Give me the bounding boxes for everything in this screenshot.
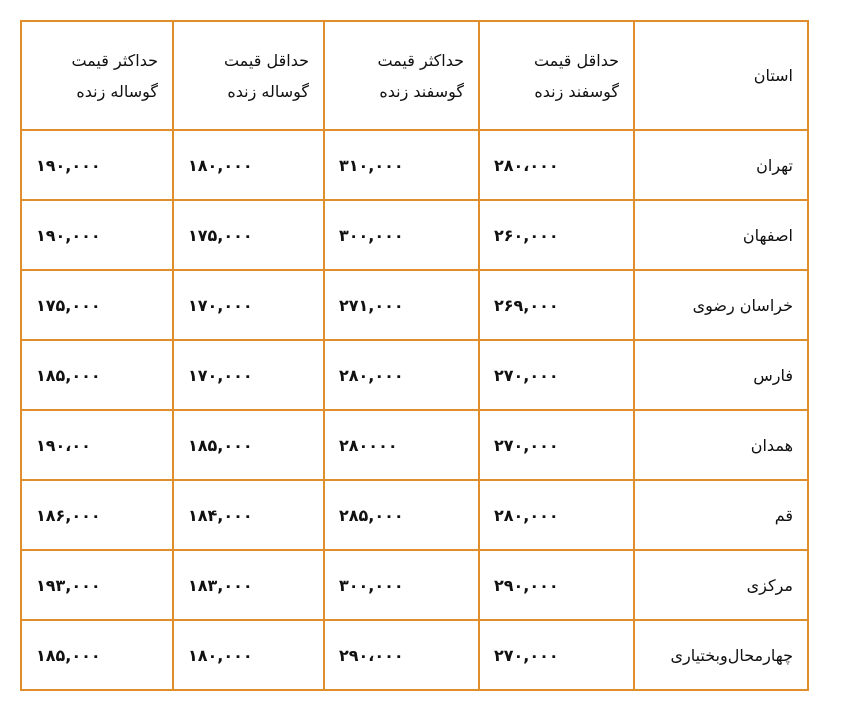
- max-sheep-cell: ۲۸۰۰۰۰: [324, 410, 479, 480]
- header-province: استان: [634, 21, 808, 130]
- min-calf-cell: ۱۷۰,۰۰۰: [173, 270, 324, 340]
- max-calf-cell: ۱۸۵,۰۰۰: [21, 340, 173, 410]
- province-cell: همدان: [634, 410, 808, 480]
- table-row: [21, 200, 808, 270]
- max-calf-cell: ۱۷۵,۰۰۰: [21, 270, 173, 340]
- table-row: [21, 270, 808, 340]
- min-calf-cell: ۱۸۰,۰۰۰: [173, 130, 324, 200]
- max-sheep-cell: ۲۸۰,۰۰۰: [324, 340, 479, 410]
- max-sheep-cell: ۳۰۰,۰۰۰: [324, 550, 479, 620]
- table-row: [21, 340, 808, 410]
- table-row: [21, 550, 808, 620]
- max-calf-cell: ۱۸۶,۰۰۰: [21, 480, 173, 550]
- max-calf-cell: ۱۸۵,۰۰۰: [21, 620, 173, 690]
- table-row: [21, 130, 808, 200]
- table-header: [21, 21, 808, 130]
- min-sheep-cell: ۲۷۰,۰۰۰: [479, 620, 634, 690]
- max-calf-cell: ۱۹۰,۰۰۰: [21, 130, 173, 200]
- min-calf-cell: ۱۸۵,۰۰۰: [173, 410, 324, 480]
- header-min-sheep: حداقل قیمت گوسفند زنده: [479, 21, 634, 130]
- header-row: [21, 21, 808, 130]
- max-calf-cell: ۱۹۰,۰۰۰: [21, 200, 173, 270]
- min-sheep-cell: ۲۷۰,۰۰۰: [479, 410, 634, 480]
- max-sheep-cell: ۲۷۱,۰۰۰: [324, 270, 479, 340]
- min-calf-cell: ۱۷۰,۰۰۰: [173, 340, 324, 410]
- min-calf-cell: ۱۸۰,۰۰۰: [173, 620, 324, 690]
- min-sheep-cell: ۲۸۰،۰۰۰: [479, 130, 634, 200]
- max-sheep-cell: ۲۸۵,۰۰۰: [324, 480, 479, 550]
- min-calf-cell: ۱۸۳,۰۰۰: [173, 550, 324, 620]
- province-cell: چهارمحال‌وبختیاری: [634, 620, 808, 690]
- province-cell: خراسان رضوی: [634, 270, 808, 340]
- max-sheep-cell: ۲۹۰،۰۰۰: [324, 620, 479, 690]
- table-body: [21, 130, 808, 690]
- province-cell: تهران: [634, 130, 808, 200]
- max-calf-cell: ۱۹۳,۰۰۰: [21, 550, 173, 620]
- min-sheep-cell: ۲۸۰,۰۰۰: [479, 480, 634, 550]
- min-calf-cell: ۱۷۵,۰۰۰: [173, 200, 324, 270]
- province-cell: مرکزی: [634, 550, 808, 620]
- min-sheep-cell: ۲۹۰,۰۰۰: [479, 550, 634, 620]
- min-sheep-cell: ۲۶۰,۰۰۰: [479, 200, 634, 270]
- min-calf-cell: ۱۸۴,۰۰۰: [173, 480, 324, 550]
- header-max-calf: حداکثر قیمت گوساله زنده: [21, 21, 173, 130]
- province-cell: قم: [634, 480, 808, 550]
- table-row: [21, 480, 808, 550]
- min-sheep-cell: ۲۶۹,۰۰۰: [479, 270, 634, 340]
- max-calf-cell: ۱۹۰،۰۰: [21, 410, 173, 480]
- table-row: [21, 620, 808, 690]
- max-sheep-cell: ۳۰۰,۰۰۰: [324, 200, 479, 270]
- header-min-calf: حداقل قیمت گوساله زنده: [173, 21, 324, 130]
- header-max-sheep: حداکثر قیمت گوسفند زنده: [324, 21, 479, 130]
- table-row: [21, 410, 808, 480]
- province-cell: اصفهان: [634, 200, 808, 270]
- price-table: [20, 20, 809, 691]
- min-sheep-cell: ۲۷۰,۰۰۰: [479, 340, 634, 410]
- max-sheep-cell: ۳۱۰,۰۰۰: [324, 130, 479, 200]
- province-cell: فارس: [634, 340, 808, 410]
